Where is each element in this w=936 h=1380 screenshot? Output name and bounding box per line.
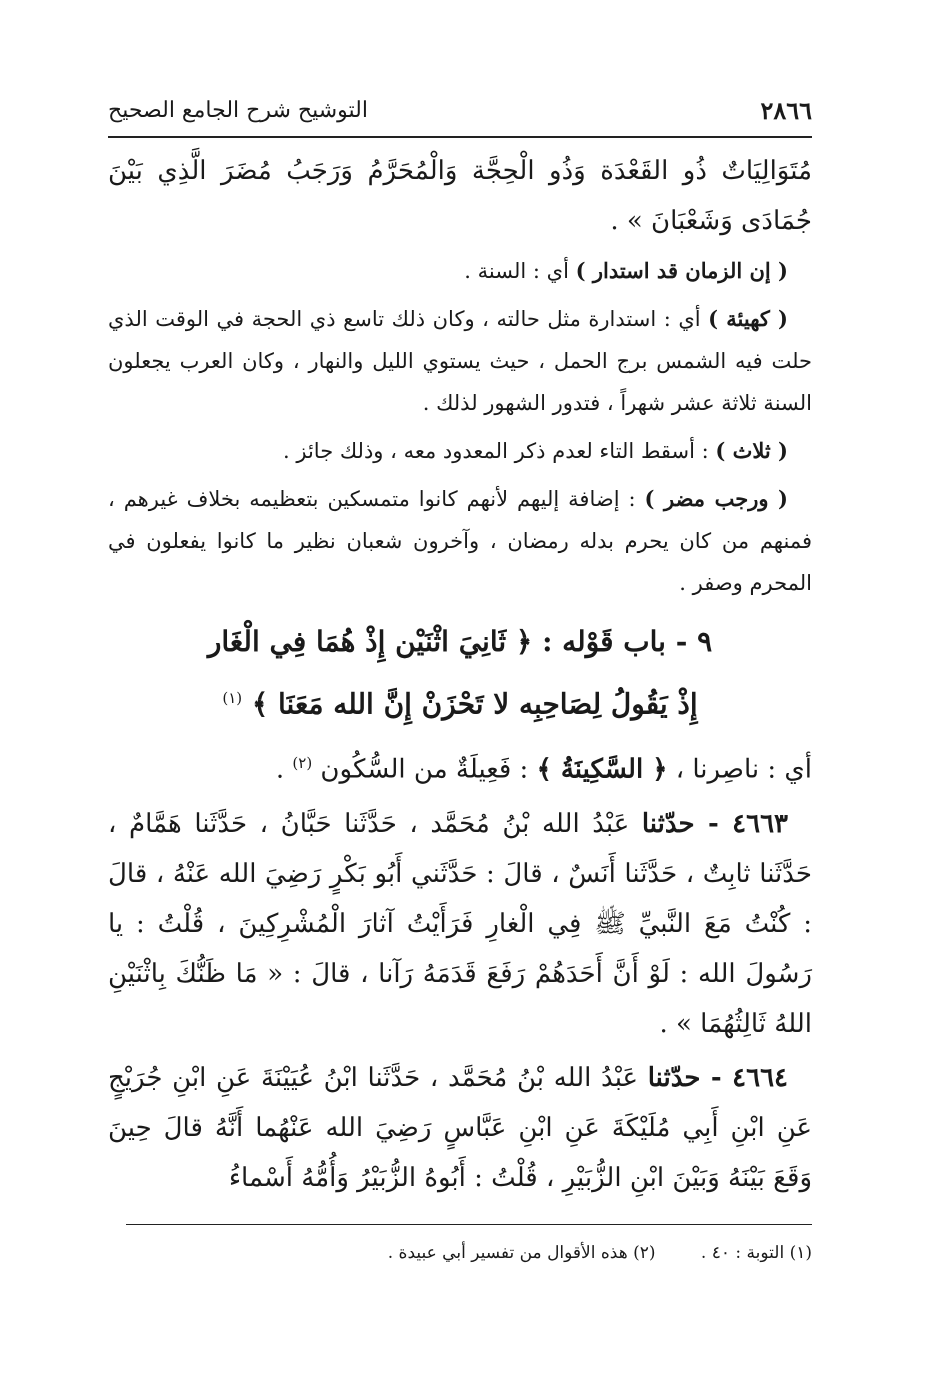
header-rule <box>108 136 812 138</box>
sakina-pre: أي : ناصِرنا ، <box>667 754 812 785</box>
page <box>108 0 812 1380</box>
hadith-text: عَبْدُ الله بْنُ مُحَمَّد ، حَدَّثَنا حَبَّانُ ، حَدَّثَنا هَمَّامٌ ، حَدَّثَنا ثابِتٌ ، حَدَّثَنا أَنَسٌ ، قالَ : حَدَّثَني أَبُو بَكْرٍ رَضِيَ الله عَنْهُ ، قالَ : كُنْتُ مَعَ النَّبيِّ ﷺ فِي الْغارِ فَرَأَيْتُ آثارَ الْمُشْرِكِينَ ، قُلْتُ : يا رَسُولَ الله : لَوْ أَنَّ أَحَدَهُمْ رَفَعَ قَدَمَهُ رَآنا ، قالَ : « مَا ظَنُّكَ بِاثْنَيْنِ اللهُ ثَالِثُهُمَا » . <box>108 808 812 1039</box>
hadith-number: ٤٦٦٣ - حدّثنا <box>641 808 788 839</box>
chapter-heading-line-1: ٩ - باب قَوْله : ﴿ ثَانِيَ اثْنَيْن إِذْ هُمَا فِي الْغَار <box>207 625 713 658</box>
sakina-post: : فَعِيلَةٌ من السُّكُون <box>312 754 537 785</box>
footnote-2: (٢) هذه الأقوال من تفسير أبي عبيدة . <box>387 1243 656 1263</box>
page-number: ٢٨٦٦ <box>760 96 812 125</box>
gloss-text: أي : استدارة مثل حالته ، وكان ذلك تاسع ذي الحجة في الوقت الذي حلت فيه الشمس برج الحمل ، حيث يستوي الليل والنهار ، وكان العرب يجعلون السنة ثلاثة عشر شهراً ، فتدور الشهور لذلك . <box>108 307 812 415</box>
gloss-term: ( ثلاث ) <box>715 438 788 463</box>
footnote-rule <box>126 1224 812 1225</box>
paragraph-zaman <box>108 250 812 292</box>
paragraph-kahaia <box>108 298 812 424</box>
chapter-heading <box>108 614 812 732</box>
gloss-text: : أسقط التاء لعدم ذكر المعدود معه ، وذلك جائز . <box>283 439 716 463</box>
quran-term: ﴿ السَّكِينَةُ ﴾ <box>536 754 668 785</box>
footnote-ref-1: (١) <box>222 689 243 707</box>
gloss-term: ( إن الزمان قد استدار ) <box>575 258 788 283</box>
paragraph-thalath <box>108 430 812 472</box>
paragraph-hadith-continuation <box>108 146 812 246</box>
footnote-ref-2: (٢) <box>292 754 313 773</box>
paragraph-text: مُتَوَالِيَاتٌ ذُو القَعْدَة وَذُو الْحِجَّة وَالْمُحَرَّمُ وَرَجَبُ مُضَرَ الَّذِي بَيْنَ جُمَادَى وَشَعْبَانَ » . <box>108 156 812 236</box>
footnotes <box>108 1240 812 1266</box>
gloss-term: ( كهيئة ) <box>708 306 788 331</box>
sakina-end: . <box>275 754 293 785</box>
footnote-1: (١) التوبة : ٤٠ . <box>700 1243 812 1263</box>
main-text <box>108 146 812 1207</box>
paragraph-rajab-mudar <box>108 478 812 604</box>
chapter-heading-text: إِذْ يَقُولُ لِصَاحِبِه لا تَحْزَنْ إِنَّ الله مَعَنَا ﴾ <box>251 687 698 721</box>
hadith-4664 <box>108 1053 812 1203</box>
running-header <box>108 96 812 132</box>
hadith-number: ٤٦٦٤ - حدّثنا <box>647 1062 788 1093</box>
gloss-text: أي : السنة . <box>464 259 576 283</box>
paragraph-sakina <box>108 738 812 795</box>
hadith-4663 <box>108 799 812 1049</box>
gloss-term: ( ورجب مضر ) <box>644 486 788 511</box>
book-title: التوشيح شرح الجامع الصحيح <box>108 98 368 123</box>
gloss-text: : إضافة إليهم لأنهم كانوا متمسكين بتعظيمه بخلاف غيرهم ، فمنهم من كان يحرم بدله رمضان ، وآخرون شعبان نظير ما كانوا يفعلون في المحرم وصفر . <box>108 487 812 595</box>
hadith-text: عَبْدُ الله بْنُ مُحَمَّد ، حَدَّثَنا ابْنُ عُيَيْنَةَ عَنِ ابْنِ جُرَيْجٍ عَنِ ابْنِ أَبِي مُلَيْكَةَ عَنِ ابْنِ عَبَّاسٍ رَضِيَ الله عَنْهُما أَنَّهُ قالَ حِينَ وَقَعَ بَيْنَهُ وَبَيْنَ ابْنِ الزُّبَيْرِ ، قُلْتُ : أَبُوهُ الزُّبَيْرُ وَأُمُّهُ أَسْماءُ <box>108 1062 812 1193</box>
chapter-heading-line-2 <box>108 670 812 732</box>
